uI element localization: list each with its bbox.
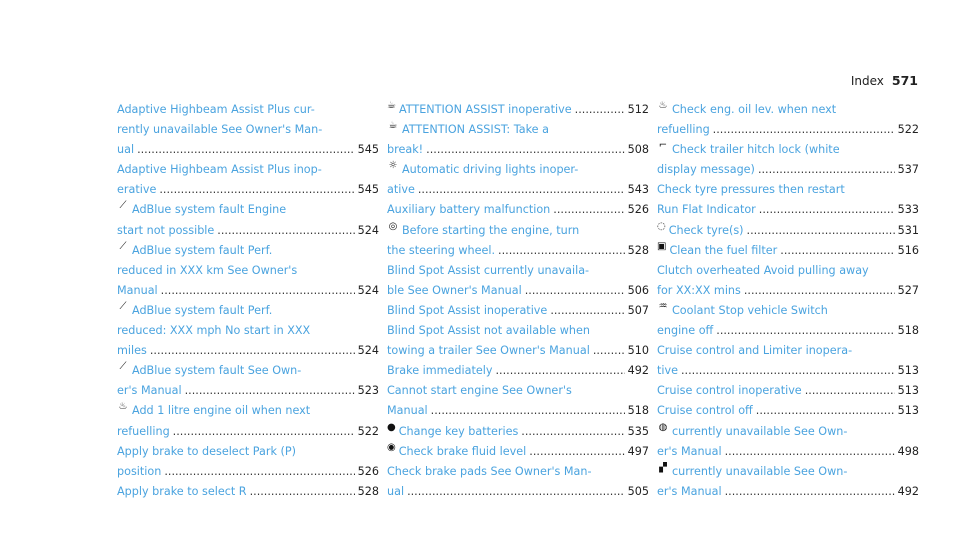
index-entry[interactable]	[117, 442, 379, 482]
page-reference[interactable]: 524	[357, 344, 379, 358]
index-entry-text[interactable]: Brake immediately	[387, 364, 493, 378]
index-entry-line	[387, 321, 649, 341]
index-entry-text[interactable]: currently unavailable See Own-	[672, 464, 848, 478]
index-entry-text[interactable]: rently unavailable See Owner's Man-	[117, 123, 323, 137]
index-entry[interactable]	[387, 422, 649, 442]
index-entry-text[interactable]: ual	[387, 484, 405, 498]
index-entry-text[interactable]: Auxiliary battery malfunction	[387, 203, 551, 217]
oil-can-icon: ♨	[118, 401, 128, 413]
leader-dots	[496, 361, 625, 381]
index-entry-line	[387, 482, 649, 502]
index-entry-text[interactable]: Adaptive Highbeam Assist Plus inop-	[117, 163, 322, 177]
leader-dots	[575, 100, 625, 120]
index-entry-text[interactable]: Clean the fuel filter	[669, 243, 778, 257]
index-entry-text[interactable]: Check tyre(s)	[668, 223, 744, 237]
index-column-3	[657, 100, 919, 502]
index-entry-line	[657, 361, 919, 381]
index-entry-line	[117, 180, 379, 200]
page-reference[interactable]: 512	[627, 103, 649, 116]
leader-dots	[161, 281, 355, 301]
index-entry-text[interactable]: Apply brake to deselect Park (P)	[117, 444, 296, 458]
index-entry-line	[387, 120, 649, 140]
index-entry-line	[117, 442, 379, 462]
index-entry-text[interactable]: Check brake pads See Owner's Man-	[387, 464, 592, 478]
index-entry-line	[387, 341, 649, 361]
index-entry-text[interactable]: AdBlue system fault Engine	[132, 203, 287, 217]
index-entry-text[interactable]: Check trailer hitch lock (white	[672, 143, 840, 157]
page-reference[interactable]: 526	[627, 203, 649, 217]
index-entry-line	[657, 241, 919, 261]
page-reference[interactable]: 537	[897, 163, 919, 177]
leader-dots	[529, 442, 624, 462]
leader-dots	[747, 221, 895, 241]
index-entry-line	[387, 221, 649, 241]
index-entry-text[interactable]: Cruise control off	[657, 404, 753, 418]
index-entry-text[interactable]: display message)	[657, 163, 755, 177]
leader-dots	[744, 281, 895, 301]
index-entry[interactable]	[117, 241, 379, 301]
index-entry[interactable]	[657, 401, 919, 421]
index-entry[interactable]	[387, 100, 649, 120]
leader-dots	[550, 301, 624, 321]
index-entry-text[interactable]: Change key batteries	[398, 424, 519, 438]
page-reference[interactable]: 524	[357, 283, 379, 297]
index-entry-line	[387, 301, 649, 321]
index-entry[interactable]	[117, 401, 379, 441]
index-entry-text[interactable]: Add 1 litre engine oil when next	[132, 404, 311, 418]
page-reference[interactable]: 531	[897, 223, 919, 237]
index-entry[interactable]	[387, 301, 649, 321]
leader-dots	[681, 361, 895, 381]
index-entry-line	[387, 200, 649, 220]
index-column-1	[117, 100, 379, 502]
index-entry-line	[387, 462, 649, 482]
page-reference[interactable]: 527	[897, 283, 919, 297]
page-reference[interactable]: 523	[357, 384, 379, 398]
index-entry-line	[657, 180, 919, 200]
index-entry[interactable]	[657, 221, 919, 241]
coffee-cup-icon: ☕	[388, 120, 398, 132]
index-entry-text[interactable]: Check tyre pressures then restart	[657, 183, 845, 197]
index-entry-text[interactable]: ATTENTION ASSIST: Take a	[402, 123, 549, 137]
adblue-icon: ⟋	[119, 300, 127, 312]
index-entry[interactable]	[387, 200, 649, 220]
index-entry-line	[117, 261, 379, 281]
index-entry-text[interactable]: er's Manual	[117, 384, 182, 398]
leader-dots	[164, 462, 354, 482]
index-entry-line	[657, 301, 919, 321]
page-reference[interactable]: 492	[627, 364, 649, 378]
index-entry[interactable]	[387, 261, 649, 301]
index-entry-line	[117, 462, 379, 482]
leader-dots	[521, 422, 624, 442]
adblue-icon: ⟋	[119, 240, 127, 252]
index-entry-text[interactable]: Apply brake to select R	[117, 484, 247, 498]
index-entry-text[interactable]: Check eng. oil lev. when next	[672, 103, 837, 116]
index-entry-line	[657, 120, 919, 140]
section-title: Index	[850, 74, 884, 88]
index-entry-line	[117, 200, 379, 220]
page-reference[interactable]: 513	[897, 404, 919, 418]
index-entry-text[interactable]: Manual	[117, 283, 158, 297]
index-entry[interactable]	[657, 301, 919, 341]
leader-dots	[407, 482, 625, 502]
index-entry-text[interactable]: Blind Spot Assist inoperative	[387, 303, 548, 317]
page-reference[interactable]: 524	[357, 223, 379, 237]
index-entry-line	[387, 381, 649, 401]
index-entry-text[interactable]: currently unavailable See Own-	[672, 424, 848, 438]
index-entry-line	[387, 241, 649, 261]
steering-wheel-icon: ◎	[388, 220, 398, 232]
adblue-icon: ⟋	[119, 200, 127, 212]
index-entry-text[interactable]: AdBlue system fault See Own-	[132, 364, 302, 378]
leader-dots	[725, 442, 895, 462]
page-reference[interactable]: 516	[897, 243, 919, 257]
oil-can-icon: ♨	[658, 100, 668, 111]
index-entry[interactable]	[387, 462, 649, 502]
index-entry-line	[117, 321, 379, 341]
index-entry[interactable]	[387, 381, 649, 421]
index-entry-text[interactable]: towing a trailer See Owner's Manual	[387, 344, 590, 358]
index-entry-text[interactable]: the steering wheel.	[387, 243, 496, 257]
index-entry-line	[657, 321, 919, 341]
leader-dots	[759, 200, 895, 220]
index-entry-line	[657, 422, 919, 442]
index-entry-line	[657, 200, 919, 220]
index-entry-text[interactable]: start not possible	[117, 223, 215, 237]
index-entry-text[interactable]: position	[117, 464, 162, 478]
index-entry-text[interactable]: Check brake fluid level	[398, 444, 527, 458]
page-reference[interactable]: 508	[627, 143, 649, 157]
index-entry-line	[117, 100, 379, 120]
page-reference[interactable]: 533	[897, 203, 919, 217]
index-entry-text[interactable]: Run Flat Indicator	[657, 203, 756, 217]
index-entry[interactable]	[657, 100, 919, 140]
leader-dots	[426, 140, 624, 160]
index-entry-line	[117, 341, 379, 361]
index-entry-line	[657, 281, 919, 301]
index-entry-line	[117, 281, 379, 301]
index-entry-text[interactable]: AdBlue system fault Perf.	[132, 303, 273, 317]
index-entry[interactable]	[387, 361, 649, 381]
page-reference[interactable]: 492	[897, 484, 919, 498]
index-entry-line	[657, 381, 919, 401]
index-entry[interactable]	[117, 100, 379, 160]
index-entry-text[interactable]: refuelling	[657, 123, 710, 137]
page-reference[interactable]: 526	[357, 464, 379, 478]
index-entry[interactable]	[117, 200, 379, 240]
page-reference[interactable]: 522	[357, 424, 379, 438]
esp-icon: ◍	[658, 421, 668, 433]
index-entry-line	[117, 361, 379, 381]
index-entry-line	[117, 401, 379, 421]
index-entry[interactable]	[117, 482, 379, 502]
index-entry-line	[657, 482, 919, 502]
index-entry-text[interactable]: er's Manual	[657, 484, 722, 498]
page-reference[interactable]: 498	[897, 444, 919, 458]
index-entry[interactable]	[117, 160, 379, 200]
index-entry-line	[117, 301, 379, 321]
index-entry-text[interactable]: Cruise control inoperative	[657, 384, 802, 398]
leader-dots	[431, 401, 625, 421]
key-icon: ●	[387, 421, 396, 433]
page-number: 571	[891, 73, 918, 88]
index-entry-line	[387, 422, 649, 442]
index-entry-line	[117, 120, 379, 140]
leader-dots	[150, 341, 355, 361]
index-entry[interactable]	[117, 361, 379, 401]
page-reference[interactable]: 543	[627, 183, 649, 197]
index-entry-line	[387, 140, 649, 160]
trailer-hitch-icon: ⌐	[658, 140, 668, 152]
index-entry-line	[387, 261, 649, 281]
leader-dots	[137, 140, 355, 160]
page-reference[interactable]: 513	[897, 384, 919, 398]
index-entry[interactable]	[657, 462, 919, 502]
index-entry-line	[657, 341, 919, 361]
coffee-cup-icon: ☕	[387, 100, 396, 111]
index-entry-text[interactable]: Automatic driving lights inoper-	[402, 163, 579, 177]
index-entry[interactable]	[657, 381, 919, 401]
fuel-filter-icon: ▣	[657, 240, 667, 252]
index-entry-text[interactable]: Adaptive Highbeam Assist Plus cur-	[117, 103, 315, 116]
page-reference[interactable]: 528	[627, 243, 649, 257]
index-entry-text[interactable]: tive	[657, 364, 678, 378]
index-entry-text[interactable]: ATTENTION ASSIST inoperative	[398, 103, 572, 116]
index-entry-text[interactable]: miles	[117, 344, 147, 358]
page-reference[interactable]: 506	[627, 283, 649, 297]
index-entry-line	[117, 160, 379, 180]
leader-dots	[725, 482, 895, 502]
index-entry-text[interactable]: er's Manual	[657, 444, 722, 458]
seat-icon: ▞	[659, 461, 667, 473]
index-entry-text[interactable]: ative	[387, 183, 415, 197]
page-reference[interactable]: 522	[897, 123, 919, 137]
index-entry-line	[387, 180, 649, 200]
leader-dots	[553, 200, 624, 220]
index-entry-line	[117, 241, 379, 261]
index-entry-text[interactable]: engine off	[657, 324, 714, 338]
index-entry-text[interactable]: break!	[387, 143, 424, 157]
index-entry-line	[117, 381, 379, 401]
index-entry-line	[387, 361, 649, 381]
index-entry[interactable]	[657, 422, 919, 462]
index-entry-line	[657, 100, 919, 120]
index-entry-text[interactable]: ble See Owner's Manual	[387, 283, 522, 297]
page-reference[interactable]: 513	[897, 364, 919, 378]
index-entry-line	[657, 442, 919, 462]
leader-dots	[418, 180, 625, 200]
index-entry-line	[387, 281, 649, 301]
index-entry[interactable]	[387, 321, 649, 361]
index-entry-text[interactable]: refuelling	[117, 424, 170, 438]
index-column-2	[387, 100, 649, 502]
index-entry-line	[657, 261, 919, 281]
index-entry-text[interactable]: AdBlue system fault Perf.	[132, 243, 273, 257]
index-entry-text[interactable]: Cannot start engine See Owner's	[387, 384, 572, 398]
page-reference[interactable]: 528	[357, 484, 379, 498]
page-reference[interactable]: 535	[627, 424, 649, 438]
index-entry[interactable]	[657, 180, 919, 220]
index-entry-text[interactable]: Clutch overheated Avoid pulling away	[657, 263, 869, 277]
index-entry-line	[657, 401, 919, 421]
adblue-icon: ⟋	[119, 361, 127, 373]
index-entry-text[interactable]: reduced: XXX mph No start in XXX	[117, 324, 311, 338]
leader-dots	[525, 281, 625, 301]
page-reference[interactable]: 505	[627, 484, 649, 498]
index-entry[interactable]	[657, 261, 919, 301]
index-entry[interactable]	[387, 120, 649, 160]
index-entry[interactable]	[117, 301, 379, 361]
page-reference[interactable]: 518	[627, 404, 649, 418]
index-entry[interactable]	[657, 241, 919, 261]
leader-dots	[758, 160, 895, 180]
index-entry-text[interactable]: Blind Spot Assist currently unavaila-	[387, 263, 590, 277]
index-entry-line	[387, 160, 649, 180]
index-entry-line	[117, 140, 379, 160]
index-entry-line	[657, 462, 919, 482]
index-entry-line	[387, 100, 649, 120]
page-reference[interactable]: 545	[357, 143, 379, 157]
index-entry-text[interactable]: Blind Spot Assist not available when	[387, 324, 590, 338]
index-entry[interactable]	[657, 341, 919, 381]
leader-dots	[593, 341, 625, 361]
page-reference[interactable]: 545	[357, 183, 379, 197]
leader-dots	[173, 422, 355, 442]
index-entry-text[interactable]: reduced in XXX km See Owner's	[117, 263, 298, 277]
leader-dots	[716, 321, 894, 341]
leader-dots	[159, 180, 354, 200]
light-icon: ☼	[388, 160, 398, 172]
page-reference[interactable]: 497	[627, 444, 649, 458]
index-entry-line	[657, 160, 919, 180]
index-entry-text[interactable]: Manual	[387, 404, 428, 418]
index-entry-text[interactable]: for XX:XX mins	[657, 283, 741, 297]
index-entry-line	[117, 422, 379, 442]
leader-dots	[805, 381, 895, 401]
index-entry-line	[117, 221, 379, 241]
page-header	[851, 73, 918, 88]
leader-dots	[756, 401, 895, 421]
index-entry[interactable]	[657, 140, 919, 180]
leader-dots	[250, 482, 355, 502]
leader-dots	[780, 241, 894, 261]
leader-dots	[713, 120, 895, 140]
coolant-icon: ♒	[658, 300, 668, 312]
index-entry[interactable]	[387, 221, 649, 261]
index-entry-text[interactable]: Cruise control and Limiter inopera-	[657, 344, 853, 358]
index-entry-text[interactable]: ual	[117, 143, 135, 157]
brake-icon: ◉	[387, 441, 396, 453]
index-entry-text[interactable]: erative	[117, 183, 157, 197]
index-entry-line	[387, 442, 649, 462]
leader-dots	[185, 381, 355, 401]
page-reference[interactable]: 507	[627, 303, 649, 317]
index-entry[interactable]	[387, 442, 649, 462]
page-reference[interactable]: 510	[627, 344, 649, 358]
index-entry[interactable]	[387, 160, 649, 200]
index-entry-line	[387, 401, 649, 421]
index-entry-text[interactable]: Coolant Stop vehicle Switch	[672, 303, 828, 317]
index-entry-line	[117, 482, 379, 502]
index-entry-line	[657, 221, 919, 241]
index-entry-text[interactable]: Before starting the engine, turn	[402, 223, 580, 237]
tyre-icon: ◌	[657, 220, 666, 232]
leader-dots	[217, 221, 354, 241]
index-entry-line	[657, 140, 919, 160]
page-reference[interactable]: 518	[897, 324, 919, 338]
leader-dots	[498, 241, 625, 261]
